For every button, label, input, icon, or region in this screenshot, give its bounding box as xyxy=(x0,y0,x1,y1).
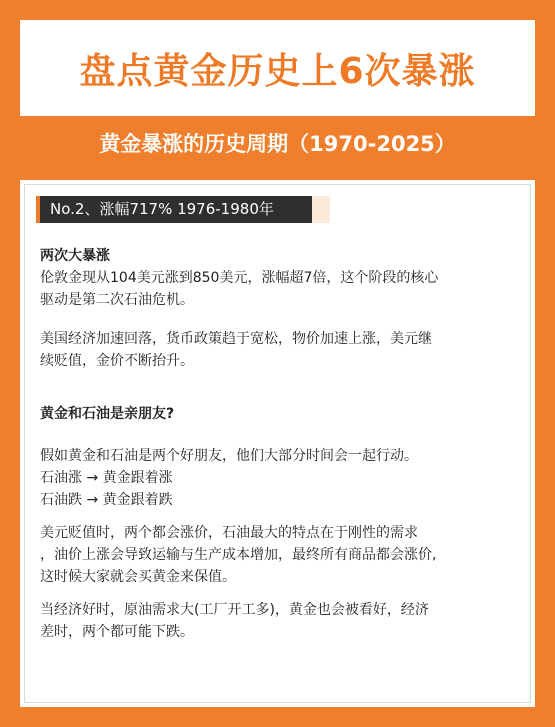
section-heading: 两次大暴涨 xyxy=(40,248,110,264)
page-subtitle: 黄金暴涨的历史周期（1970-2025） xyxy=(99,132,456,156)
section-economy xyxy=(40,328,521,372)
page-title: 盘点黄金历史上6次暴涨 xyxy=(79,50,476,92)
paragraph-line: 石油涨 → 黄金跟着涨 xyxy=(40,470,173,486)
paragraph-line: 美国经济加速回落，货币政策趋于宽松，物价加速上涨，美元继 xyxy=(40,331,432,347)
paragraph-line: 美元贬值时，两个都会涨价，石油最大的特点在于刚性的需求 xyxy=(40,525,418,541)
paragraph-line: ，油价上涨会导致运输与生产成本增加，最终所有商品都会涨价, xyxy=(40,547,437,563)
section-intro xyxy=(40,245,521,311)
section-dollar xyxy=(40,522,521,588)
paragraph-line: 差时，两个都可能下跌。 xyxy=(40,624,194,640)
section-friends xyxy=(40,445,521,511)
section-question xyxy=(40,403,521,425)
paragraph-line: 驱动是第二次石油危机。 xyxy=(40,292,194,308)
section-heading: 黄金和石油是亲朋友? xyxy=(40,406,175,422)
paragraph-line: 续贬值，金价不断抬升。 xyxy=(40,353,194,369)
section-tag xyxy=(36,196,330,223)
paragraph-line: 当经济好时，原油需求大(工厂开工多)，黄金也会被看好，经济 xyxy=(40,602,429,618)
paragraph-line: 石油跌 → 黄金跟着跌 xyxy=(40,492,173,508)
section-economy-cycle xyxy=(40,599,521,643)
content-card xyxy=(20,180,535,707)
paragraph-line: 假如黄金和石油是两个好朋友，他们大部分时间会一起行动。 xyxy=(40,448,418,464)
title-box xyxy=(20,20,535,116)
section-tag-label: No.2、涨幅717% 1976-1980年 xyxy=(40,196,312,223)
paragraph-line: 这时候大家就会买黄金来保值。 xyxy=(40,569,236,585)
paragraph-line: 伦敦金现从104美元涨到850美元，涨幅超7倍，这个阶段的核心 xyxy=(40,270,439,286)
